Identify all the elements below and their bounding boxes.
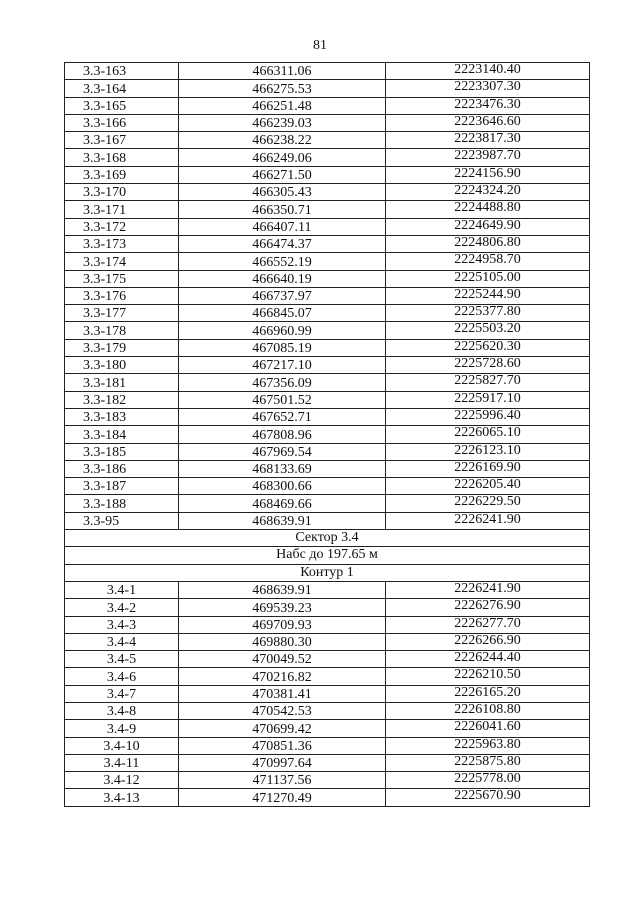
table-row xyxy=(65,651,590,668)
y-coordinate-cell: 2226241.90 xyxy=(386,581,590,598)
point-id-cell: 3.4-13 xyxy=(65,789,179,806)
coordinates-block-sector-3-3 xyxy=(65,63,590,530)
point-id-cell: 3.3-181 xyxy=(65,374,179,391)
table-row xyxy=(65,63,590,80)
point-id-cell: 3.3-185 xyxy=(65,443,179,460)
y-coordinate-cell: 2225620.30 xyxy=(386,339,590,356)
section-header xyxy=(65,530,590,582)
table-row xyxy=(65,754,590,771)
height-row xyxy=(65,547,590,564)
y-coordinate-cell: 2226169.90 xyxy=(386,460,590,477)
x-coordinate-cell: 466845.07 xyxy=(179,305,386,322)
y-coordinate-cell: 2225875.80 xyxy=(386,754,590,771)
table-row xyxy=(65,616,590,633)
y-coordinate-cell: 2223307.30 xyxy=(386,80,590,97)
x-coordinate-cell: 467652.71 xyxy=(179,408,386,425)
table-row xyxy=(65,633,590,650)
point-id-cell: 3.3-186 xyxy=(65,460,179,477)
x-coordinate-cell: 466552.19 xyxy=(179,253,386,270)
x-coordinate-cell: 466474.37 xyxy=(179,235,386,252)
table-row xyxy=(65,443,590,460)
point-id-cell: 3.3-184 xyxy=(65,426,179,443)
y-coordinate-cell: 2225503.20 xyxy=(386,322,590,339)
y-coordinate-cell: 2225996.40 xyxy=(386,408,590,425)
x-coordinate-cell: 470699.42 xyxy=(179,720,386,737)
point-id-cell: 3.3-164 xyxy=(65,80,179,97)
point-id-cell: 3.4-5 xyxy=(65,651,179,668)
point-id-cell: 3.3-178 xyxy=(65,322,179,339)
y-coordinate-cell: 2223817.30 xyxy=(386,132,590,149)
x-coordinate-cell: 466271.50 xyxy=(179,166,386,183)
contour-title: Контур 1 xyxy=(65,564,590,581)
x-coordinate-cell: 467501.52 xyxy=(179,391,386,408)
table-row xyxy=(65,460,590,477)
point-id-cell: 3.4-12 xyxy=(65,772,179,789)
x-coordinate-cell: 467217.10 xyxy=(179,357,386,374)
table-row xyxy=(65,357,590,374)
y-coordinate-cell: 2226266.90 xyxy=(386,633,590,650)
y-coordinate-cell: 2224958.70 xyxy=(386,253,590,270)
y-coordinate-cell: 2225963.80 xyxy=(386,737,590,754)
table-row xyxy=(65,685,590,702)
x-coordinate-cell: 471270.49 xyxy=(179,789,386,806)
y-coordinate-cell: 2226205.40 xyxy=(386,478,590,495)
table-row xyxy=(65,391,590,408)
point-id-cell: 3.4-8 xyxy=(65,702,179,719)
x-coordinate-cell: 468469.66 xyxy=(179,495,386,512)
point-id-cell: 3.3-165 xyxy=(65,97,179,114)
table-row xyxy=(65,495,590,512)
x-coordinate-cell: 466238.22 xyxy=(179,132,386,149)
table-row xyxy=(65,702,590,719)
x-coordinate-cell: 470049.52 xyxy=(179,651,386,668)
x-coordinate-cell: 466251.48 xyxy=(179,97,386,114)
y-coordinate-cell: 2226277.70 xyxy=(386,616,590,633)
x-coordinate-cell: 466311.06 xyxy=(179,63,386,80)
x-coordinate-cell: 467356.09 xyxy=(179,374,386,391)
y-coordinate-cell: 2224649.90 xyxy=(386,218,590,235)
table-row xyxy=(65,581,590,598)
y-coordinate-cell: 2225244.90 xyxy=(386,287,590,304)
point-id-cell: 3.3-170 xyxy=(65,184,179,201)
table-row xyxy=(65,270,590,287)
table-row xyxy=(65,218,590,235)
y-coordinate-cell: 2226276.90 xyxy=(386,599,590,616)
table-row xyxy=(65,720,590,737)
y-coordinate-cell: 2225917.10 xyxy=(386,391,590,408)
point-id-cell: 3.3-175 xyxy=(65,270,179,287)
sector-title: Сектор 3.4 xyxy=(65,530,590,547)
table-row xyxy=(65,322,590,339)
point-id-cell: 3.4-1 xyxy=(65,581,179,598)
table-row xyxy=(65,737,590,754)
x-coordinate-cell: 466305.43 xyxy=(179,184,386,201)
point-id-cell: 3.3-171 xyxy=(65,201,179,218)
point-id-cell: 3.3-169 xyxy=(65,166,179,183)
table-row xyxy=(65,512,590,529)
table-row xyxy=(65,132,590,149)
x-coordinate-cell: 466960.99 xyxy=(179,322,386,339)
y-coordinate-cell: 2223646.60 xyxy=(386,114,590,131)
x-coordinate-cell: 466350.71 xyxy=(179,201,386,218)
x-coordinate-cell: 468133.69 xyxy=(179,460,386,477)
x-coordinate-cell: 468639.91 xyxy=(179,581,386,598)
point-id-cell: 3.3-182 xyxy=(65,391,179,408)
y-coordinate-cell: 2223140.40 xyxy=(386,63,590,80)
x-coordinate-cell: 471137.56 xyxy=(179,772,386,789)
table-row xyxy=(65,305,590,322)
x-coordinate-cell: 470542.53 xyxy=(179,702,386,719)
y-coordinate-cell: 2225728.60 xyxy=(386,357,590,374)
point-id-cell: 3.3-177 xyxy=(65,305,179,322)
y-coordinate-cell: 2224156.90 xyxy=(386,166,590,183)
table-row xyxy=(65,789,590,806)
x-coordinate-cell: 466407.11 xyxy=(179,218,386,235)
point-id-cell: 3.3-95 xyxy=(65,512,179,529)
x-coordinate-cell: 466249.06 xyxy=(179,149,386,166)
x-coordinate-cell: 466640.19 xyxy=(179,270,386,287)
y-coordinate-cell: 2224488.80 xyxy=(386,201,590,218)
table-row xyxy=(65,478,590,495)
table-row xyxy=(65,201,590,218)
x-coordinate-cell: 466275.53 xyxy=(179,80,386,97)
y-coordinate-cell: 2226241.90 xyxy=(386,512,590,529)
x-coordinate-cell: 468639.91 xyxy=(179,512,386,529)
y-coordinate-cell: 2223476.30 xyxy=(386,97,590,114)
point-id-cell: 3.3-188 xyxy=(65,495,179,512)
x-coordinate-cell: 467808.96 xyxy=(179,426,386,443)
table-row xyxy=(65,408,590,425)
x-coordinate-cell: 470997.64 xyxy=(179,754,386,771)
point-id-cell: 3.3-174 xyxy=(65,253,179,270)
x-coordinate-cell: 466737.97 xyxy=(179,287,386,304)
page-number: 81 xyxy=(313,38,327,53)
y-coordinate-cell: 2225377.80 xyxy=(386,305,590,322)
point-id-cell: 3.3-163 xyxy=(65,63,179,80)
table-row xyxy=(65,114,590,131)
x-coordinate-cell: 470381.41 xyxy=(179,685,386,702)
table-row xyxy=(65,668,590,685)
point-id-cell: 3.4-6 xyxy=(65,668,179,685)
point-id-cell: 3.3-180 xyxy=(65,357,179,374)
point-id-cell: 3.4-9 xyxy=(65,720,179,737)
point-id-cell: 3.4-2 xyxy=(65,599,179,616)
y-coordinate-cell: 2223987.70 xyxy=(386,149,590,166)
y-coordinate-cell: 2226065.10 xyxy=(386,426,590,443)
point-id-cell: 3.3-167 xyxy=(65,132,179,149)
point-id-cell: 3.3-187 xyxy=(65,478,179,495)
x-coordinate-cell: 467969.54 xyxy=(179,443,386,460)
table-row xyxy=(65,287,590,304)
y-coordinate-cell: 2226041.60 xyxy=(386,720,590,737)
table-row xyxy=(65,339,590,356)
table-row xyxy=(65,184,590,201)
table-row xyxy=(65,80,590,97)
point-id-cell: 3.3-183 xyxy=(65,408,179,425)
point-id-cell: 3.4-10 xyxy=(65,737,179,754)
y-coordinate-cell: 2225778.00 xyxy=(386,772,590,789)
point-id-cell: 3.4-3 xyxy=(65,616,179,633)
x-coordinate-cell: 469709.93 xyxy=(179,616,386,633)
y-coordinate-cell: 2226108.80 xyxy=(386,702,590,719)
x-coordinate-cell: 468300.66 xyxy=(179,478,386,495)
table-row xyxy=(65,166,590,183)
table-row xyxy=(65,772,590,789)
table-row xyxy=(65,426,590,443)
y-coordinate-cell: 2226244.40 xyxy=(386,651,590,668)
x-coordinate-cell: 469539.23 xyxy=(179,599,386,616)
coordinates-table xyxy=(64,62,590,807)
table-row xyxy=(65,599,590,616)
table-row xyxy=(65,374,590,391)
x-coordinate-cell: 470851.36 xyxy=(179,737,386,754)
point-id-cell: 3.3-168 xyxy=(65,149,179,166)
height-limit: Набс до 197.65 м xyxy=(65,547,590,564)
x-coordinate-cell: 466239.03 xyxy=(179,114,386,131)
y-coordinate-cell: 2226210.50 xyxy=(386,668,590,685)
point-id-cell: 3.3-166 xyxy=(65,114,179,131)
x-coordinate-cell: 469880.30 xyxy=(179,633,386,650)
y-coordinate-cell: 2226123.10 xyxy=(386,443,590,460)
y-coordinate-cell: 2225827.70 xyxy=(386,374,590,391)
point-id-cell: 3.4-4 xyxy=(65,633,179,650)
y-coordinate-cell: 2226229.50 xyxy=(386,495,590,512)
table-row xyxy=(65,97,590,114)
y-coordinate-cell: 2224806.80 xyxy=(386,235,590,252)
sector-row xyxy=(65,530,590,547)
table-row xyxy=(65,149,590,166)
y-coordinate-cell: 2226165.20 xyxy=(386,685,590,702)
table-row xyxy=(65,235,590,252)
y-coordinate-cell: 2225670.90 xyxy=(386,789,590,806)
y-coordinate-cell: 2224324.20 xyxy=(386,184,590,201)
coordinates-block-sector-3-4 xyxy=(65,581,590,806)
contour-row xyxy=(65,564,590,581)
x-coordinate-cell: 470216.82 xyxy=(179,668,386,685)
point-id-cell: 3.3-172 xyxy=(65,218,179,235)
table-row xyxy=(65,253,590,270)
y-coordinate-cell: 2225105.00 xyxy=(386,270,590,287)
point-id-cell: 3.3-176 xyxy=(65,287,179,304)
x-coordinate-cell: 467085.19 xyxy=(179,339,386,356)
point-id-cell: 3.3-173 xyxy=(65,235,179,252)
point-id-cell: 3.4-11 xyxy=(65,754,179,771)
point-id-cell: 3.4-7 xyxy=(65,685,179,702)
point-id-cell: 3.3-179 xyxy=(65,339,179,356)
